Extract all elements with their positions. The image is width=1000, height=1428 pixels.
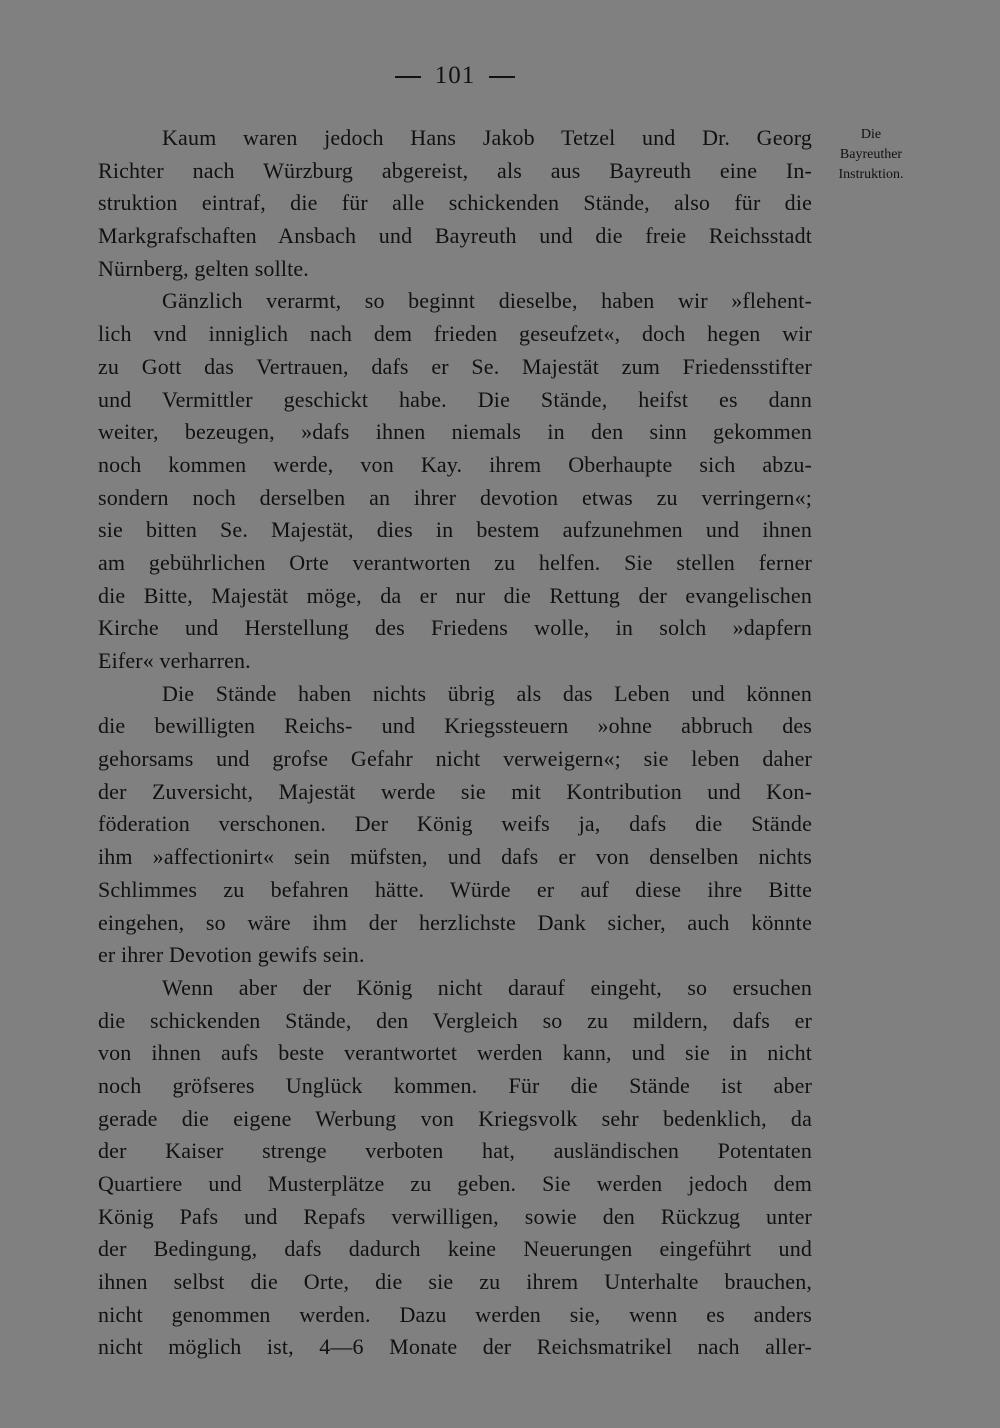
marginal-note-line: Bayreuther	[839, 147, 903, 162]
text-line: ihm »affectionirt« sein müfsten, und dafs er von denselben nichts	[98, 844, 812, 870]
paragraph	[98, 122, 812, 285]
text-line: noch gröfseres Unglück kommen. Für die Stände ist aber	[98, 1072, 812, 1098]
text-line: Wenn aber der König nicht darauf eingeht, so ersuchen	[162, 974, 812, 1000]
marginal-note	[825, 125, 917, 185]
marginal-note-line: Die	[860, 127, 882, 142]
page-number-value: 101	[434, 62, 476, 89]
text-line: die bewilligten Reichs- und Kriegssteuern »ohne abbruch des	[98, 713, 812, 739]
text-line: nicht genommen werden. Dazu werden sie, wenn es anders	[98, 1301, 812, 1327]
text-line: Markgrafschaften Ansbach und Bayreuth und die freie Reichsstadt	[98, 223, 812, 249]
text-line: der Kaiser strenge verboten hat, ausländischen Potentaten	[98, 1138, 812, 1164]
text-line: lich vnd inniglich nach dem frieden geseufzet«, doch hegen wir	[98, 321, 812, 347]
text-line: Nürnberg, gelten sollte.	[98, 255, 309, 281]
text-line: nicht möglich ist, 4—6 Monate der Reichsmatrikel nach aller-	[98, 1334, 812, 1360]
text-line: Kirche und Herstellung des Friedens wolle, in solch »dapfern	[98, 615, 812, 641]
text-line: weiter, bezeugen, »dafs ihnen niemals in den sinn gekommen	[98, 419, 812, 445]
text-line: von ihnen aufs beste verantwortet werden kann, und sie in nicht	[98, 1040, 812, 1066]
text-line: Kaum waren jedoch Hans Jakob Tetzel und Dr. Georg	[162, 125, 812, 150]
page-number-dash-right	[489, 76, 515, 78]
text-line: Eifer« verharren.	[98, 648, 251, 673]
paragraph	[98, 972, 812, 1364]
text-line: Quartiere und Musterplätze zu geben. Sie werden jedoch dem	[98, 1171, 812, 1196]
text-line: Die Stände haben nichts übrig als das Leben und können	[162, 680, 812, 706]
body-text	[98, 122, 812, 1364]
text-line: ihnen selbst die Orte, die sie zu ihrem Unterhalte brauchen,	[98, 1269, 812, 1295]
text-line: Schlimmes zu befahren hätte. Würde er auf diese ihre Bitte	[98, 876, 812, 902]
page-number-dash-left	[395, 76, 421, 78]
text-line: Richter nach Würzburg abgereist, als aus Bayreuth eine In-	[98, 157, 812, 183]
text-line: der Zuversicht, Majestät werde sie mit Kontribution und Kon-	[98, 778, 812, 804]
text-line: eingehen, so wäre ihm der herzlichste Dank sicher, auch könnte	[98, 909, 812, 935]
text-line: gehorsams und grofse Gefahr nicht verweigern«; sie leben daher	[98, 746, 812, 772]
paragraph	[98, 285, 812, 677]
text-line: der Bedingung, dafs dadurch keine Neuerungen eingeführt und	[98, 1236, 812, 1262]
text-line: er ihrer Devotion gewifs sein.	[98, 942, 365, 968]
text-line: Gänzlich verarmt, so beginnt dieselbe, haben wir »flehent-	[162, 288, 812, 314]
text-line: die Bitte, Majestät möge, da er nur die Rettung der evangelischen	[98, 582, 812, 608]
text-line: die schickenden Stände, den Vergleich so zu mildern, dafs er	[98, 1007, 812, 1033]
text-line: föderation verschonen. Der König weifs ja, dafs die Stände	[98, 811, 812, 837]
text-line: zu Gott das Vertrauen, dafs er Se. Majestät zum Friedensstifter	[98, 353, 812, 379]
marginal-note-line: Instruktion.	[838, 167, 904, 182]
page-number	[0, 62, 910, 90]
paragraph	[98, 678, 812, 972]
text-line: gerade die eigene Werbung von Kriegsvolk sehr bedenklich, da	[98, 1105, 812, 1131]
text-line: sie bitten Se. Majestät, dies in bestem aufzunehmen und ihnen	[98, 517, 812, 543]
text-line: am gebührlichen Orte verantworten zu helfen. Sie stellen ferner	[98, 549, 812, 575]
text-line: struktion eintraf, die für alle schickenden Stände, also für die	[98, 190, 812, 216]
text-line: noch kommen werde, von Kay. ihrem Oberhaupte sich abzu-	[98, 451, 812, 477]
text-line: sondern noch derselben an ihrer devotion etwas zu verringern«;	[98, 484, 812, 510]
text-line: König Pafs und Repafs verwilligen, sowie den Rückzug unter	[98, 1203, 812, 1229]
text-line: und Vermittler geschickt habe. Die Stände, heifst es dann	[98, 386, 812, 412]
